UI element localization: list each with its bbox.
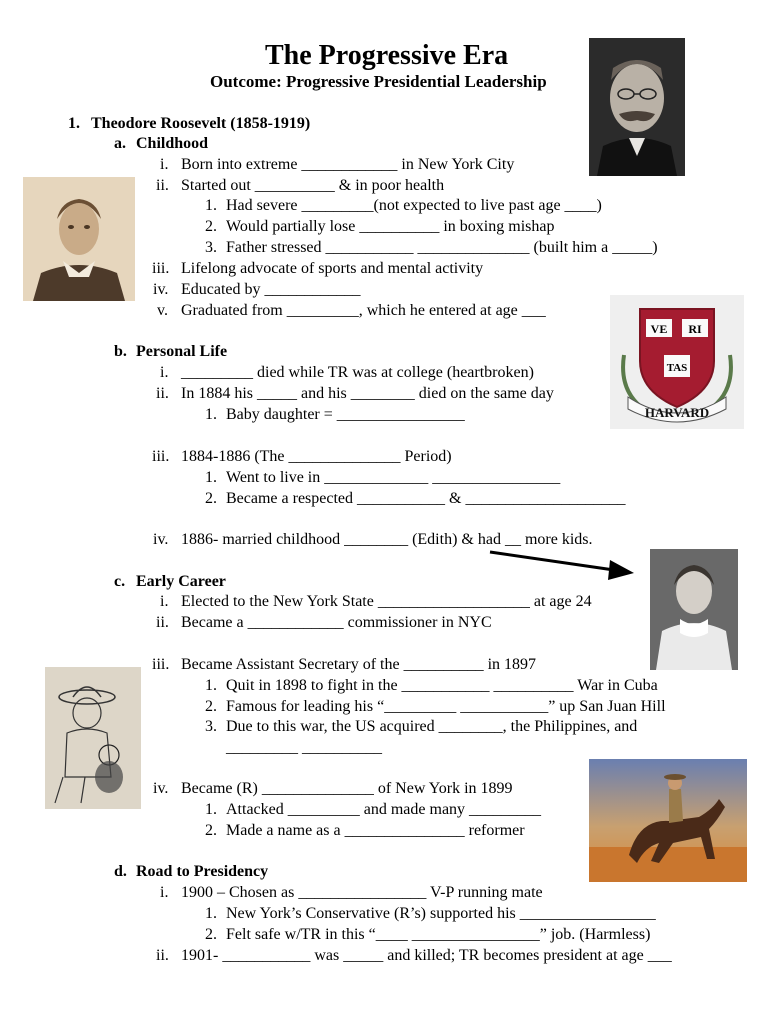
page-title: The Progressive Era — [265, 40, 509, 71]
subitem-text: Felt safe w/TR in this “____ ________________” job. (Harmless) — [226, 926, 651, 943]
item-num: v. — [157, 302, 168, 319]
item-text: Elected to the New York State ___________________ at age 24 — [181, 593, 592, 610]
subitem-num: 2. — [205, 926, 217, 943]
page-subtitle: Outcome: Progressive Presidential Leadership — [210, 72, 547, 91]
crest-text-ri: RI — [688, 322, 702, 336]
item-text: 1901- ___________ was _____ and killed; TR becomes president at age ___ — [181, 947, 672, 964]
item-num: iii. — [152, 448, 170, 465]
teddy-bear-cartoon-image — [45, 667, 141, 809]
subitem-num: 3. — [205, 718, 217, 735]
item-text: Educated by ____________ — [181, 281, 361, 298]
subitem-num: 1. — [205, 197, 217, 214]
crest-text-tas: TAS — [666, 362, 688, 374]
item-text: 1900 – Chosen as ________________ V-P running mate — [181, 884, 543, 901]
item-text: _________ died while TR was at college (heartbroken) — [181, 364, 534, 381]
subitem-text-continued: _________ __________ — [226, 739, 382, 756]
subitem-text: Became a respected ___________ & ____________________ — [226, 490, 626, 507]
subitem-num: 2. — [205, 490, 217, 507]
subitem-text: Went to live in _____________ ________________ — [226, 469, 561, 486]
subsection-c-heading: Early Career — [136, 573, 226, 590]
item-num: i. — [160, 364, 169, 381]
crest-text-ve: VE — [650, 322, 668, 336]
subsection-b-heading: Personal Life — [136, 343, 228, 360]
subsection-d-heading: Road to Presidency — [136, 863, 269, 880]
subitem-text: Made a name as a _______________ reformer — [226, 822, 525, 839]
subitem-text: Quit in 1898 to fight in the ___________ __________ War in Cuba — [226, 677, 658, 694]
item-num: i. — [160, 593, 169, 610]
subsection-a-label: a. — [114, 135, 126, 152]
subitem-num: 1. — [205, 905, 217, 922]
item-text: Started out __________ & in poor health — [181, 177, 445, 194]
roosevelt-horseback-painting-image — [589, 759, 747, 882]
subitem-text: Famous for leading his “_________ ___________” up San Juan Hill — [226, 698, 666, 715]
subitem-num: 3. — [205, 239, 217, 256]
item-text: Lifelong advocate of sports and mental activity — [181, 260, 484, 277]
item-text: Graduated from _________, which he entered at age ___ — [181, 302, 546, 319]
crest-banner-text: HARVARD — [644, 405, 710, 420]
subitem-num: 1. — [205, 677, 217, 694]
edith-roosevelt-image — [650, 549, 738, 670]
subitem-text: Baby daughter = ________________ — [226, 406, 465, 423]
item-num: iv. — [153, 531, 169, 548]
item-num: i. — [160, 884, 169, 901]
subsection-d-label: d. — [114, 863, 127, 880]
item-num: i. — [160, 156, 169, 173]
subsection-a-heading: Childhood — [136, 135, 209, 152]
young-roosevelt-image — [23, 177, 135, 301]
subitem-text: Had severe _________(not expected to live past age ____) — [226, 197, 602, 214]
item-text: Born into extreme ____________ in New York City — [181, 156, 515, 173]
item-text: Became Assistant Secretary of the __________ in 1897 — [181, 656, 537, 673]
item-num: ii. — [156, 177, 169, 194]
subitem-num: 1. — [205, 406, 217, 423]
roosevelt-portrait-image — [589, 38, 685, 176]
item-num: iii. — [152, 260, 170, 277]
arrow-icon — [488, 548, 638, 582]
subitem-text: Attacked _________ and made many _________ — [226, 801, 542, 818]
item-text: Became a ____________ commissioner in NYC — [181, 614, 492, 631]
item-num: iii. — [152, 656, 170, 673]
item-num: iv. — [153, 780, 169, 797]
subitem-num: 1. — [205, 801, 217, 818]
subitem-num: 2. — [205, 698, 217, 715]
harvard-crest-image — [610, 295, 744, 429]
section-heading: Theodore Roosevelt (1858-1919) — [91, 115, 311, 132]
subitem-text: Due to this war, the US acquired ________, the Philippines, and — [226, 718, 638, 735]
subitem-num: 1. — [205, 469, 217, 486]
item-num: iv. — [153, 281, 169, 298]
item-text: 1884-1886 (The ______________ Period) — [181, 448, 452, 465]
item-num: ii. — [156, 385, 169, 402]
item-num: ii. — [156, 947, 169, 964]
subitem-num: 2. — [205, 218, 217, 235]
item-text: In 1884 his _____ and his ________ died on the same day — [181, 385, 554, 402]
item-text: 1886- married childhood ________ (Edith) & had __ more kids. — [181, 531, 593, 548]
subitem-text: Would partially lose __________ in boxing mishap — [226, 218, 555, 235]
subsection-b-label: b. — [114, 343, 127, 360]
subitem-text: New York’s Conservative (R’s) supported his _________________ — [226, 905, 656, 922]
subsection-c-label: c. — [114, 573, 126, 590]
item-num: ii. — [156, 614, 169, 631]
section-number: 1. — [68, 115, 80, 132]
item-text: Became (R) ______________ of New York in 1899 — [181, 780, 513, 797]
subitem-text: Father stressed ___________ ______________ (built him a _____) — [226, 239, 658, 256]
subitem-num: 2. — [205, 822, 217, 839]
